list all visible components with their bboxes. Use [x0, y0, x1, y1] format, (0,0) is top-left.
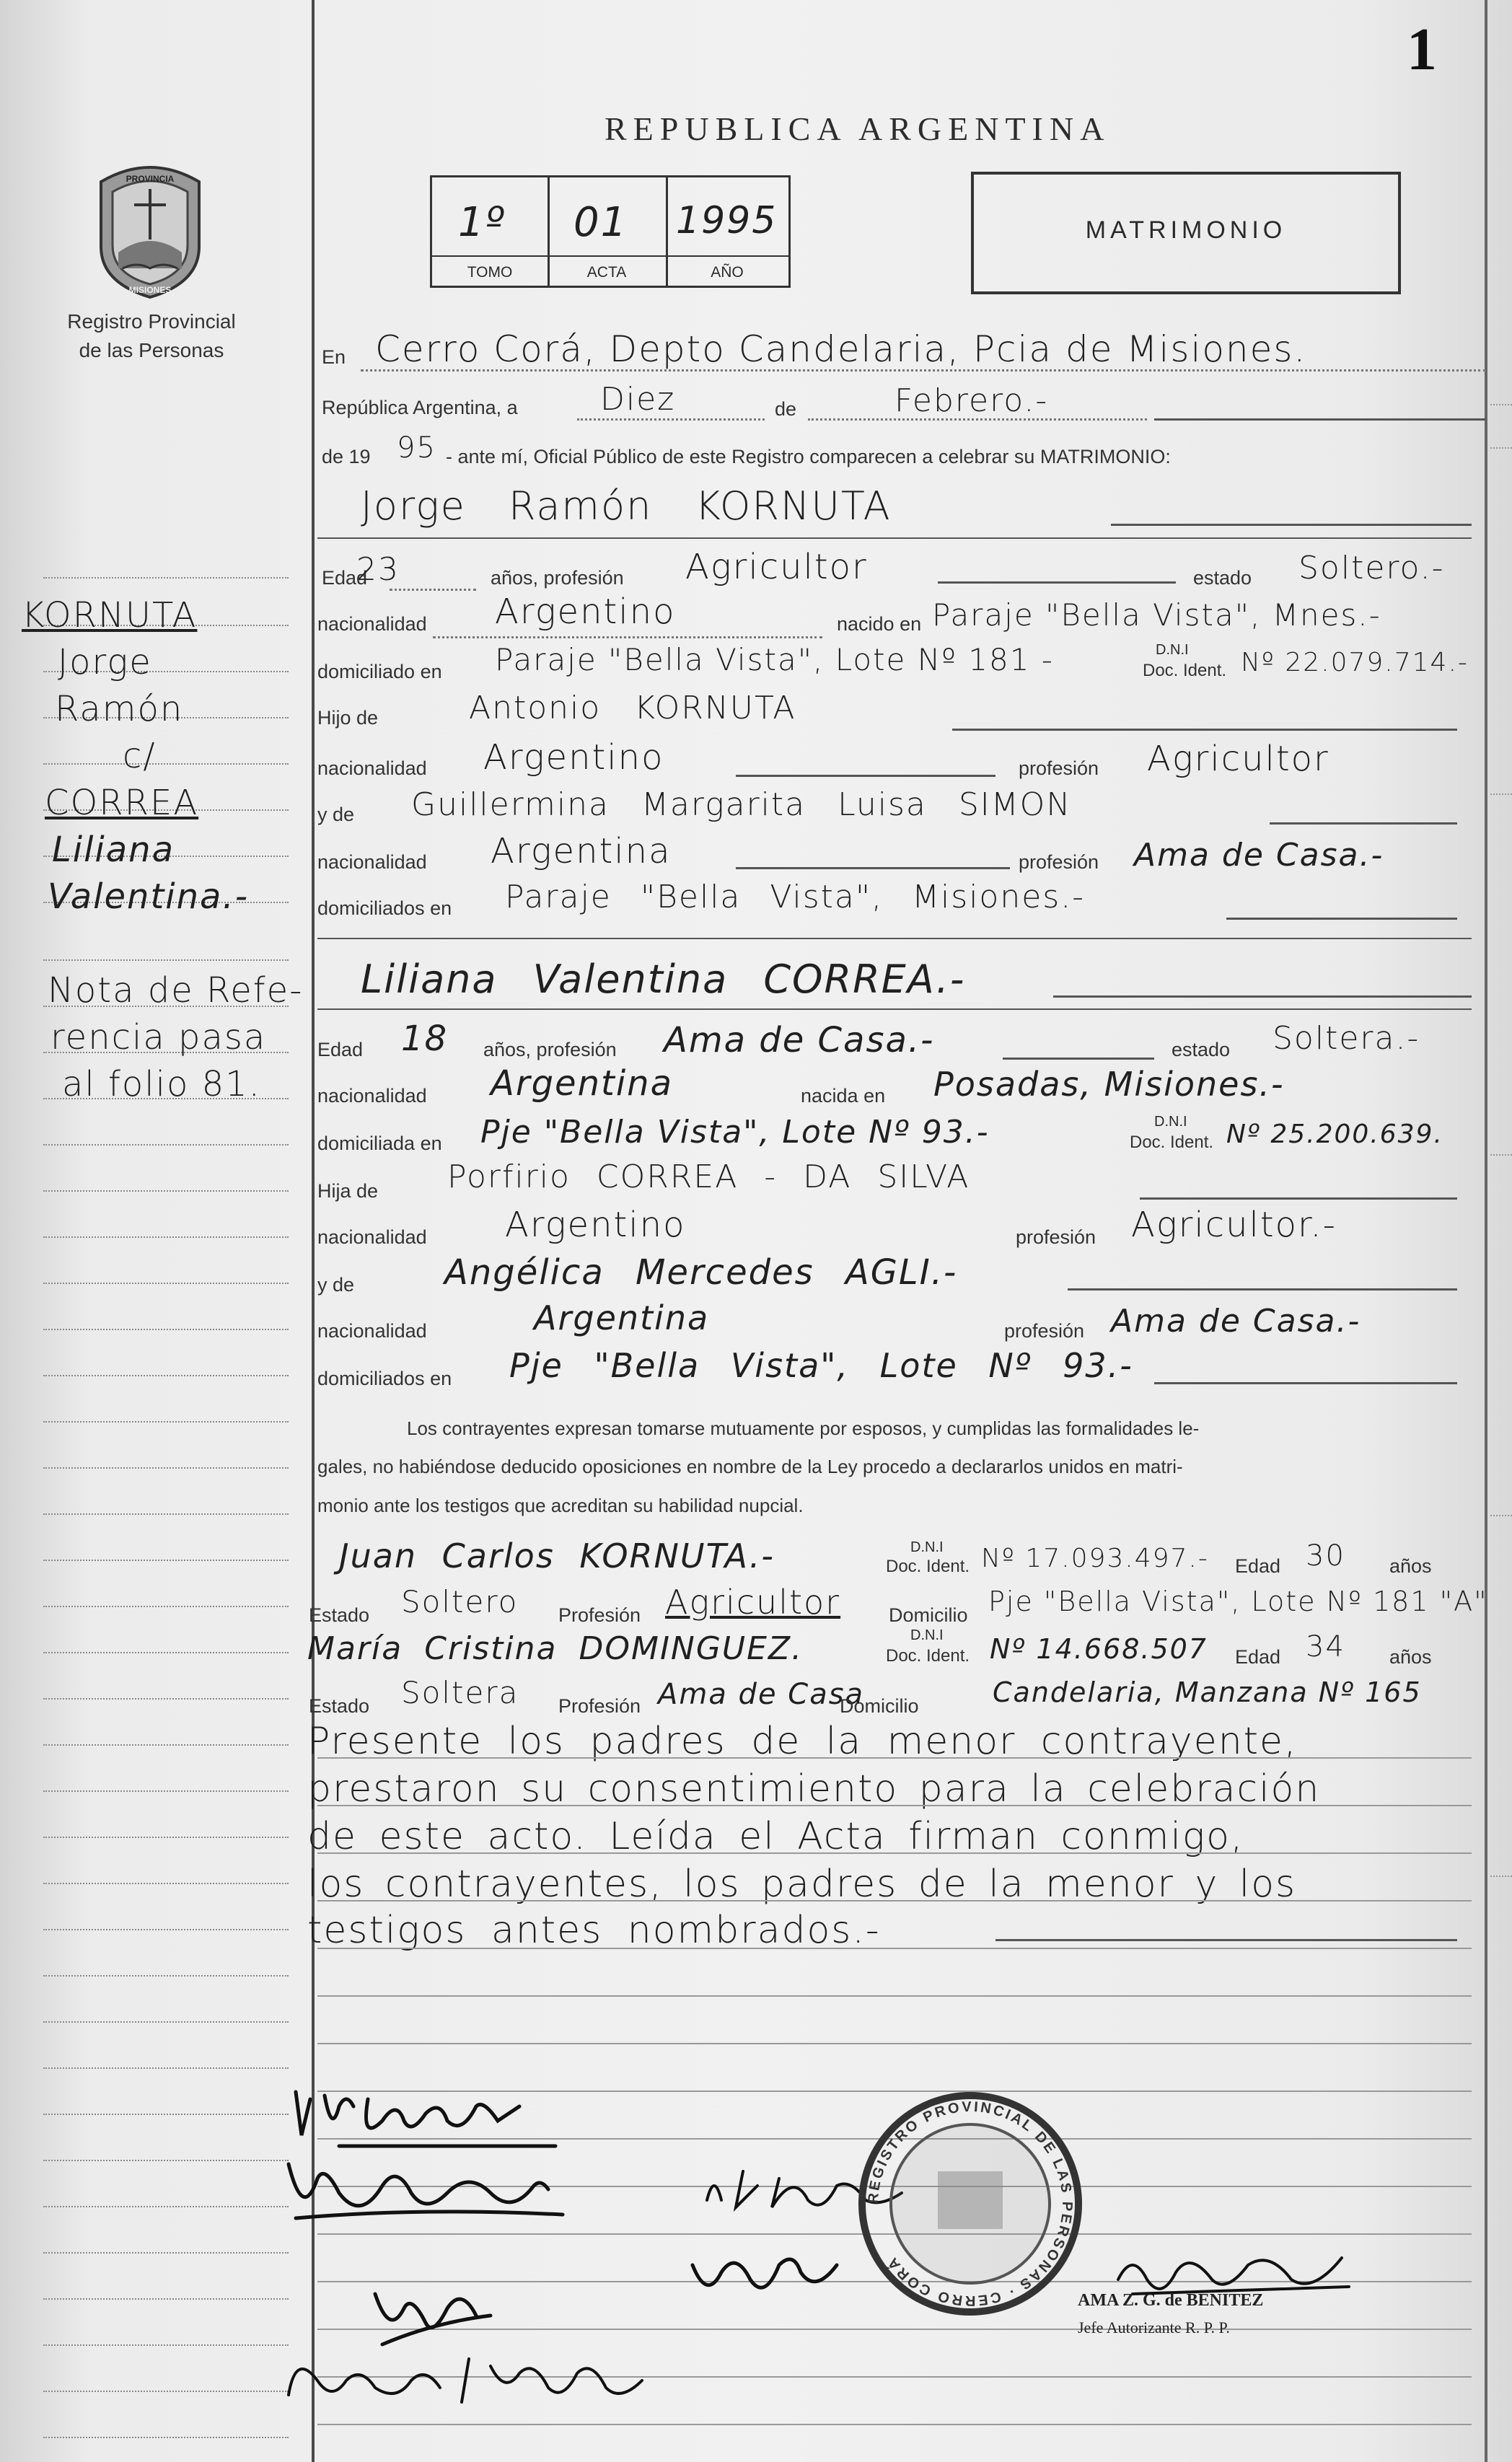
- bride-estado-label: estado: [1172, 1039, 1231, 1060]
- bride-edad: 18: [401, 1019, 449, 1059]
- groom-mother-prof-label: profesión: [1019, 851, 1099, 873]
- groom-mother-prof: Ama de Casa.-: [1134, 837, 1384, 874]
- groom-mother: Guillermina Margarita Luisa SIMON: [411, 786, 1072, 823]
- bride-nacida: Posadas, Misiones.-: [933, 1065, 1285, 1104]
- bride-doc: Nº 25.200.639.: [1226, 1120, 1443, 1149]
- note-line3: de este acto. Leída el Acta firman conmigo,: [307, 1815, 1244, 1858]
- groom-father-label: Hijo de: [317, 707, 379, 729]
- bride-domicilio-label: domiciliada en: [317, 1133, 442, 1154]
- bride-domicilio: Pje "Bella Vista", Lote Nº 93.-: [480, 1114, 990, 1151]
- bride-father-prof: Agricultor.-: [1131, 1205, 1337, 1245]
- witness2-edad: 34: [1306, 1630, 1345, 1663]
- margin-first-groom: Jorge: [58, 642, 152, 682]
- tomo-cell: [432, 177, 550, 286]
- groom-doc: Nº 22.079.714.-: [1241, 648, 1469, 677]
- anio-value: 1995: [676, 199, 778, 242]
- note-line5: testigos antes nombrados.-: [307, 1909, 881, 1952]
- witness1-edad: 30: [1306, 1539, 1345, 1573]
- registry-line1: Registro Provincial: [67, 310, 236, 333]
- note-line4: los contrayentes, los padres de la menor y los: [307, 1863, 1297, 1906]
- groom-father-nat-label: nacionalidad: [317, 757, 427, 779]
- bride-edad-label: Edad: [317, 1039, 364, 1060]
- groom-father-prof: Agricultor: [1147, 739, 1329, 779]
- intro-de-label: de: [775, 398, 797, 420]
- margin-surname-bride: CORREA: [45, 783, 199, 823]
- groom-parents-dom: Paraje "Bella Vista", Misiones.-: [505, 879, 1086, 915]
- groom-edad: 23: [356, 551, 400, 588]
- country-title: REPUBLICA ARGENTINA: [605, 110, 1111, 147]
- witness1-profesion-label: Profesión: [558, 1604, 641, 1626]
- intro-day: Diez: [600, 381, 676, 418]
- groom-full-name: Jorge Ramón KORNUTA: [361, 483, 892, 529]
- year-suffix: 95: [397, 431, 436, 465]
- republic-label: República Argentina, a: [322, 397, 518, 418]
- margin-note-line2: rencia pasa: [50, 1017, 267, 1058]
- groom-father: Antonio KORNUTA: [469, 690, 796, 726]
- groom-nacido-label: nacido en: [837, 613, 922, 635]
- official-stamp: [851, 2085, 1089, 2323]
- bride-mother-label: y de: [317, 1274, 355, 1296]
- bride-nacionalidad: Argentina: [491, 1063, 673, 1104]
- acta-value: 01: [573, 199, 628, 246]
- witness2-profesion-label: Profesión: [558, 1695, 641, 1717]
- bride-mother-nat-label: nacionalidad: [317, 1320, 427, 1342]
- witness2-name: María Cristina DOMINGUEZ.: [307, 1630, 804, 1667]
- declaration-line1: Los contrayentes expresan tomarse mutuamente por esposos, y cumplidas las formalidades le-: [407, 1417, 1200, 1439]
- groom-father-prof-label: profesión: [1019, 757, 1099, 779]
- bride-profesion: Ama de Casa.-: [664, 1020, 935, 1060]
- witness2-estado-label: Estado: [309, 1695, 370, 1717]
- witness2-domicilio: Candelaria, Manzana Nº 165: [993, 1676, 1422, 1708]
- year-prefix: de 19: [322, 446, 371, 467]
- bride-parents-dom-label: domiciliados en: [317, 1368, 452, 1389]
- bride-mother-nat: Argentina: [534, 1298, 710, 1337]
- witness2-estado: Soltera: [401, 1675, 519, 1710]
- witness1-profesion: Agricultor: [665, 1583, 841, 1622]
- groom-signature: [281, 2078, 570, 2157]
- bride-signature: [274, 2150, 577, 2236]
- witness1-name: Juan Carlos KORNUTA.-: [339, 1536, 775, 1575]
- bride-full-name: Liliana Valentina CORREA.-: [361, 957, 966, 1002]
- margin-second-groom: Ramón: [55, 689, 184, 729]
- bride-parents-dom: Pje "Bella Vista", Lote Nº 93.-: [509, 1346, 1133, 1385]
- page-number: 1: [1407, 16, 1437, 83]
- witness2-doc: Nº 14.668.507: [990, 1633, 1208, 1665]
- groom-mother-nat: Argentina: [491, 831, 672, 871]
- margin-surname-groom: KORNUTA: [22, 595, 198, 636]
- witness2-doc-label-top: D.N.I: [910, 1627, 944, 1643]
- seal-text-bottom: MISIONES: [128, 285, 172, 295]
- bride-father-label: Hija de: [317, 1180, 379, 1202]
- groom-profesion: Agricultor: [685, 547, 868, 587]
- witness2-edad-label: Edad: [1235, 1646, 1281, 1668]
- intro-sentence: - ante mí, Oficial Público de este Registro comparecen a celebrar su MATRIMONIO:: [446, 446, 1171, 467]
- witness1-edad-label: Edad: [1235, 1555, 1281, 1577]
- note-line1: Presente los padres de la menor contrayente,: [307, 1720, 1298, 1763]
- acta-cell: [548, 177, 668, 286]
- bride-mother-prof: Ama de Casa.-: [1111, 1303, 1361, 1340]
- provincial-emblem: [87, 160, 214, 302]
- tomo-value: 1º: [458, 199, 506, 246]
- margin-first-bride: Liliana: [52, 830, 175, 870]
- margin-second-bride: Valentina.-: [48, 876, 250, 917]
- groom-domicilio: Paraje "Bella Vista", Lote Nº 181 -: [495, 642, 1054, 677]
- declaration-line3: monio ante los testigos que acreditan su habilidad nupcial.: [317, 1495, 804, 1516]
- bride-father-nat: Argentino: [505, 1205, 686, 1245]
- witness1-doc-label: Doc. Ident.: [886, 1557, 970, 1576]
- tomo-label: TOMO: [467, 264, 513, 281]
- groom-estado: Soltero.-: [1298, 550, 1445, 586]
- groom-nacionalidad-label: nacionalidad: [317, 613, 427, 635]
- anio-cell: [666, 177, 788, 286]
- witness1-doc: Nº 17.093.497.-: [981, 1544, 1209, 1573]
- groom-doc-label-top: D.N.I: [1156, 642, 1189, 658]
- groom-doc-label: Doc. Ident.: [1143, 661, 1227, 680]
- bride-doc-label-top: D.N.I: [1154, 1114, 1187, 1130]
- groom-nacido: Paraje "Bella Vista", Mnes.-: [932, 597, 1381, 633]
- en-label: En: [322, 346, 346, 368]
- mother-signature: [274, 2337, 678, 2417]
- groom-profesion-label: años, profesión: [491, 567, 624, 589]
- bride-father: Porfirio CORREA - DA SILVA: [447, 1159, 970, 1195]
- note-line2: prestaron su consentimiento para la celebración: [307, 1767, 1321, 1811]
- acta-label: ACTA: [586, 264, 627, 281]
- groom-father-nat: Argentino: [483, 737, 664, 778]
- bride-mother: Angélica Mercedes AGLI.-: [444, 1252, 958, 1293]
- groom-parents-dom-label: domiciliados en: [317, 897, 452, 919]
- intro-month: Febrero.-: [895, 382, 1049, 419]
- witness2-profesion: Ama de Casa: [658, 1678, 865, 1711]
- declaration-line2: gales, no habiéndose deducido oposiciones en nombre de la Ley procedo a declararlos unidos en matri-: [317, 1456, 1183, 1477]
- witness1-estado: Soltero: [401, 1584, 519, 1619]
- anio-label: AÑO: [711, 264, 744, 281]
- witness2-domicilio-label: Domicilio: [840, 1695, 919, 1717]
- witness1-doc-label-top: D.N.I: [910, 1539, 944, 1555]
- groom-estado-label: estado: [1193, 567, 1252, 589]
- groom-edad-label: Edad: [322, 567, 368, 589]
- bride-profesion-label: años, profesión: [483, 1039, 617, 1060]
- groom-nacionalidad: Argentino: [495, 592, 676, 632]
- registry-line2: de las Personas: [79, 339, 224, 361]
- witness2-doc-label: Doc. Ident.: [886, 1646, 970, 1666]
- bride-father-nat-label: nacionalidad: [317, 1226, 427, 1248]
- margin-conjunction: c/: [123, 736, 157, 776]
- witness1-domicilio-label: Domicilio: [889, 1604, 968, 1626]
- witness1-estado-label: Estado: [309, 1604, 370, 1626]
- officer-title: Jefe Autorizante R. P. P.: [1078, 2318, 1230, 2336]
- margin-note-line3: al folio 81.: [62, 1064, 261, 1104]
- groom-mother-nat-label: nacionalidad: [317, 851, 427, 873]
- stamp-text: REGISTRO PROVINCIAL DE LAS PERSONAS · CERRO CORÁ: [865, 2098, 1076, 2309]
- bride-estado: Soltera.-: [1273, 1020, 1420, 1057]
- bride-doc-label: Doc. Ident.: [1130, 1133, 1214, 1152]
- groom-mother-label: y de: [317, 804, 355, 825]
- witness2-signature: [678, 2236, 851, 2308]
- groom-domicilio-label: domiciliado en: [317, 661, 442, 682]
- record-type: MATRIMONIO: [1085, 216, 1287, 244]
- bride-nacida-label: nacida en: [801, 1085, 886, 1107]
- bride-father-prof-label: profesión: [1016, 1226, 1096, 1248]
- margin-note-line1: Nota de Refe-: [48, 970, 304, 1011]
- record-type-box: [971, 172, 1401, 294]
- volume-box: [430, 175, 791, 288]
- witness1-domicilio: Pje "Bella Vista", Lote Nº 181 "A": [988, 1586, 1488, 1617]
- seal-text-top: PROVINCIA: [126, 174, 175, 184]
- bride-nacionalidad-label: nacionalidad: [317, 1085, 427, 1107]
- witness1-anos-label: años: [1389, 1555, 1432, 1577]
- witness2-anos-label: años: [1389, 1646, 1432, 1668]
- intro-place: Cerro Corá, Depto Candelaria, Pcia de Misiones.: [375, 328, 1307, 370]
- officer-name: AMA Z. G. de BENITEZ: [1078, 2291, 1264, 2310]
- bride-mother-prof-label: profesión: [1004, 1320, 1085, 1342]
